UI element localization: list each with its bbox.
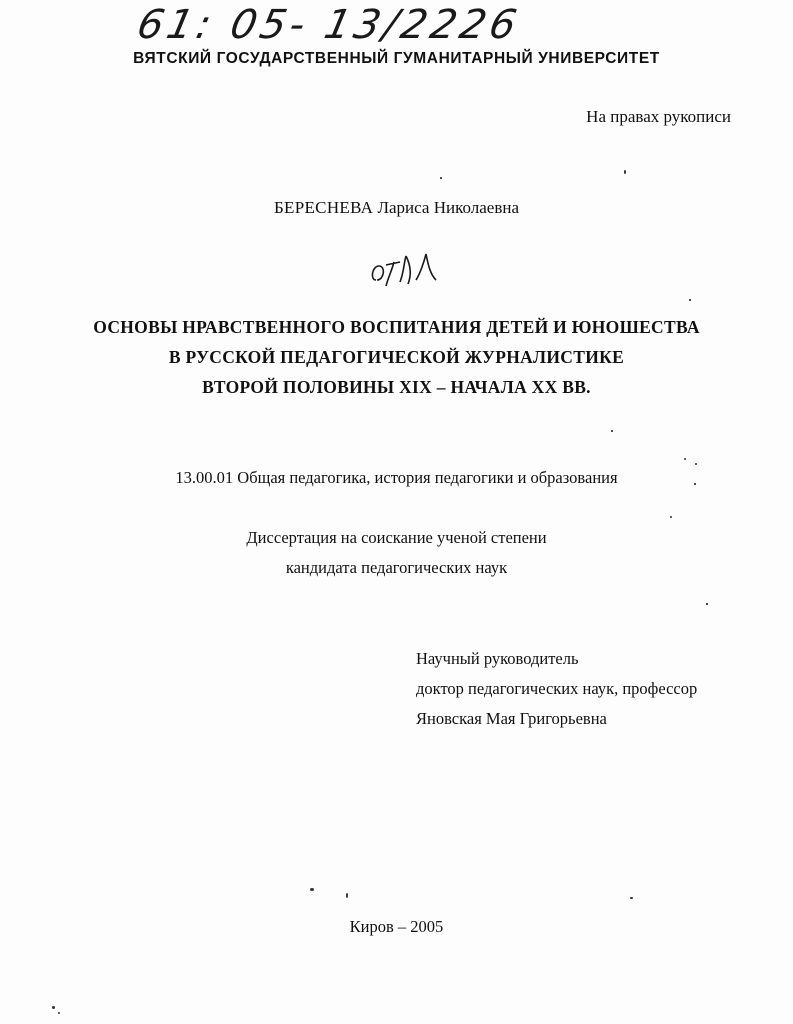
scan-speck [684, 458, 686, 460]
scan-speck [346, 893, 348, 898]
dissertation-title-line: ВТОРОЙ ПОЛОВИНЫ XIX – НАЧАЛА XX ВВ. [202, 377, 591, 397]
scan-speck [630, 897, 633, 899]
scan-speck [440, 177, 442, 179]
scan-speck [624, 170, 626, 174]
scan-speck [695, 463, 697, 465]
university-name: ВЯТСКИЙ ГОСУДАРСТВЕННЫЙ ГУМАНИТАРНЫЙ УНИВЕРСИТЕТ [133, 50, 660, 67]
scan-speck [611, 430, 613, 432]
scan-speck [52, 1006, 55, 1009]
scan-speck [310, 888, 314, 891]
scan-speck [670, 516, 672, 518]
degree-statement-line: кандидата педагогических наук [285, 558, 508, 577]
scan-speck [689, 299, 691, 301]
manuscript-note: На правах рукописи [586, 107, 731, 126]
specialty-code: 13.00.01 Общая педагогика, история педагогики и образования [175, 468, 618, 487]
scan-speck [58, 1012, 60, 1014]
archive-code-handwritten: 61: 05- 13/2226 [133, 2, 525, 48]
dissertation-title-line: ОСНОВЫ НРАВСТВЕННОГО ВОСПИТАНИЯ ДЕТЕЙ И ЮНОШЕСТВА [93, 317, 700, 337]
library-mark-handwritten [370, 250, 440, 288]
advisor-credentials: доктор педагогических наук, профессор [416, 679, 698, 698]
city-year: Киров – 2005 [349, 917, 444, 936]
author-name [0, 198, 793, 218]
scan-speck [694, 483, 696, 485]
degree-statement-line: Диссертация на соискание ученой степени [246, 528, 547, 547]
dissertation-title-line: В РУССКОЙ ПЕДАГОГИЧЕСКОЙ ЖУРНАЛИСТИКЕ [168, 347, 625, 367]
author-given-names: Лариса Николаевна [377, 198, 519, 217]
advisor-role: Научный руководитель [416, 649, 579, 668]
advisor-name: Яновская Мая Григорьевна [416, 709, 607, 728]
scan-speck [706, 603, 708, 605]
author-surname: БЕРЕСНЕВА [274, 198, 374, 217]
